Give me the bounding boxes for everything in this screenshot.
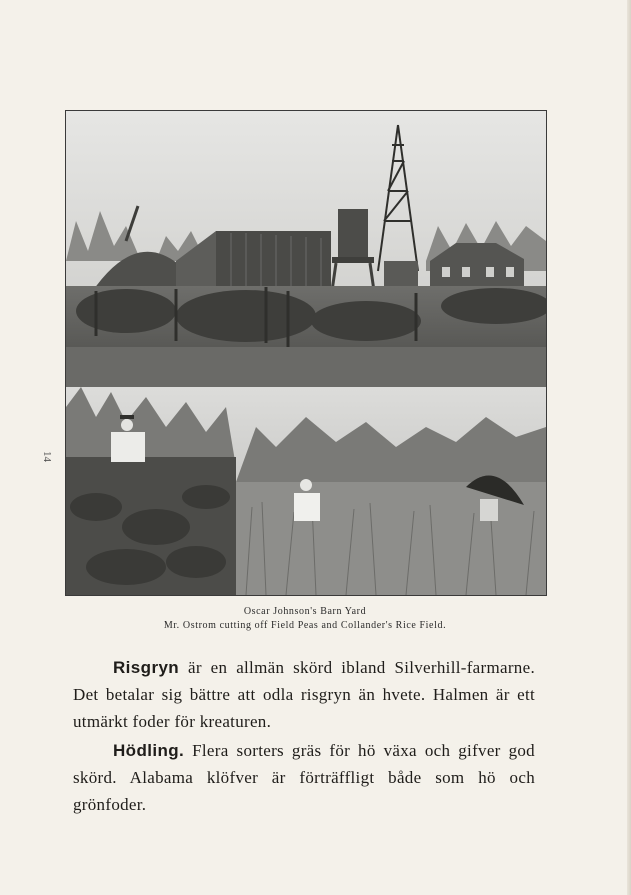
photo-plate: [65, 110, 547, 596]
paragraph-hodling: [73, 737, 535, 818]
photo-caption-line-1: Oscar Johnson's Barn Yard: [243, 606, 367, 617]
paragraph-lead: Hödling.: [113, 741, 185, 760]
page-number: 14: [41, 451, 53, 462]
paragraph-body: Flera sorters gräs för hö växa och gifver god skörd. Alabama klöfver är förträffligt både som hö och grönfoder.: [73, 741, 535, 814]
paragraph-risgryn: [73, 654, 535, 735]
grass: [66, 347, 546, 387]
field-photo: [66, 387, 546, 595]
photo-caption-line-2: Mr. Ostrom cutting off Field Peas and Collander's Rice Field.: [163, 620, 447, 631]
paragraph-body: är en allmän skörd ibland Silverhill-farmarne. Det betalar sig bättre att odla risgryn än hvete. Halmen är ett utmärkt foder för kreaturen.: [73, 658, 535, 731]
barn-yard-photo: [66, 111, 546, 387]
page-edge: [627, 0, 631, 895]
rice-field: [236, 482, 546, 595]
paragraph-lead: Risgryn: [113, 658, 180, 677]
